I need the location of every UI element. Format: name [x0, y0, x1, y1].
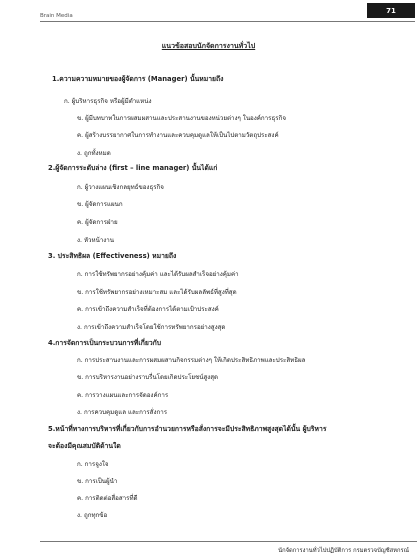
question-1: 1.ความความหมายของผู้จัดการ (Manager) นั้นหมายถึง [52, 75, 224, 83]
question-2-option-d: ง. หัวหน้างาน [77, 237, 115, 244]
question-4-option-a: ก. การประสานงานและการผสมผสานกิจกรรมต่างๆ ให้เกิดประสิทธิภาพและประสิทธิผล [77, 357, 306, 364]
footer-divider [40, 541, 417, 542]
question-4-option-b: ข. การบริหารงานอย่างราบรื่นโดยเกิดประโยชน์สูงสุด [77, 374, 219, 381]
question-1-option-c: ค. ผู้สร้างบรรยากาศในการทำงานและควบคุมดูแลให้เป็นไปตามวัตถุประสงค์ [77, 132, 279, 139]
question-3-option-a: ก. การใช้ทรัพยากรอย่างคุ้มค่า และได้รับผลสำเร็จอย่างคุ้มค่า [77, 271, 239, 278]
question-1-option-d: ง. ถูกทั้งหมด [77, 150, 111, 157]
question-5-option-a: ก. การจูงใจ [77, 461, 109, 468]
header-divider [40, 21, 415, 22]
question-2-option-b: ข. ผู้จัดการแผนก [77, 201, 123, 208]
question-4: 4.การจัดการเป็นกระบวนการที่เกี่ยวกับ [48, 339, 162, 347]
question-5: 5.หน้าที่ทางการบริหารที่เกี่ยวกับการอำนวยการหรือสั่งการจะมีประสิทธิภาพสูงสุดได้นั้น ผู้บริหาร [48, 425, 327, 433]
publisher-name: Brain Media [40, 13, 73, 19]
page-number-badge: 71 [367, 3, 415, 18]
question-1-option-a: ก. ผู้บริหารธุรกิจ หรือผู้มีตำแหน่ง [64, 98, 152, 105]
question-1-option-b: ข. ผู้มีบทบาทในการผสมผสานและประสานงานของหน่วยต่างๆ ในองค์การธุรกิจ [77, 115, 286, 122]
page-title: แนวข้อสอบนักจัดการงานทั่วไป [161, 42, 256, 50]
question-5-option-b: ข. การเป็นผู้นำ [77, 478, 118, 485]
question-5-option-c: ค. การติดต่อสื่อสารที่ดี [77, 495, 138, 502]
question-3-option-d: ง. การเข้าถึงความสำเร็จโดยใช้การทรัพยากรอย่างสูงสุด [77, 324, 226, 331]
question-3: 3. ประสิทธิผล (Effectiveness) หมายถึง [48, 252, 177, 260]
page-footer: นักจัดการงานทั่วไปปฏิบัติการ กรมตรวจบัญชีสหกรณ์ [278, 548, 409, 554]
question-3-option-b: ข. การใช้ทรัพยากรอย่างเหมาะสม และได้รับผลลัพธ์ที่สูงที่สุด [77, 289, 237, 296]
question-4-option-d: ง. การควบคุมดูแล และการสั่งการ [77, 409, 168, 416]
question-2-option-c: ค. ผู้จัดการฝ่าย [77, 219, 118, 226]
question-4-option-c: ค. การวางแผนและการจัดองค์การ [77, 392, 169, 399]
question-3-option-c: ค. การเข้าถึงความสำเร็จที่ต้องการได้ตามเป้าประสงค์ [77, 306, 219, 313]
question-5-continued: จะต้องมีคุณสมบัติด้านใด [48, 442, 121, 450]
question-5-option-d: ง. ถูกทุกข้อ [77, 512, 108, 519]
question-2: 2.ผู้จัดการระดับล่าง (first – line manager) นั้นได้แก่ [48, 164, 218, 172]
question-2-option-a: ก. ผู้วางแผนเชิงกลยุทธ์ของธุรกิจ [77, 184, 164, 191]
